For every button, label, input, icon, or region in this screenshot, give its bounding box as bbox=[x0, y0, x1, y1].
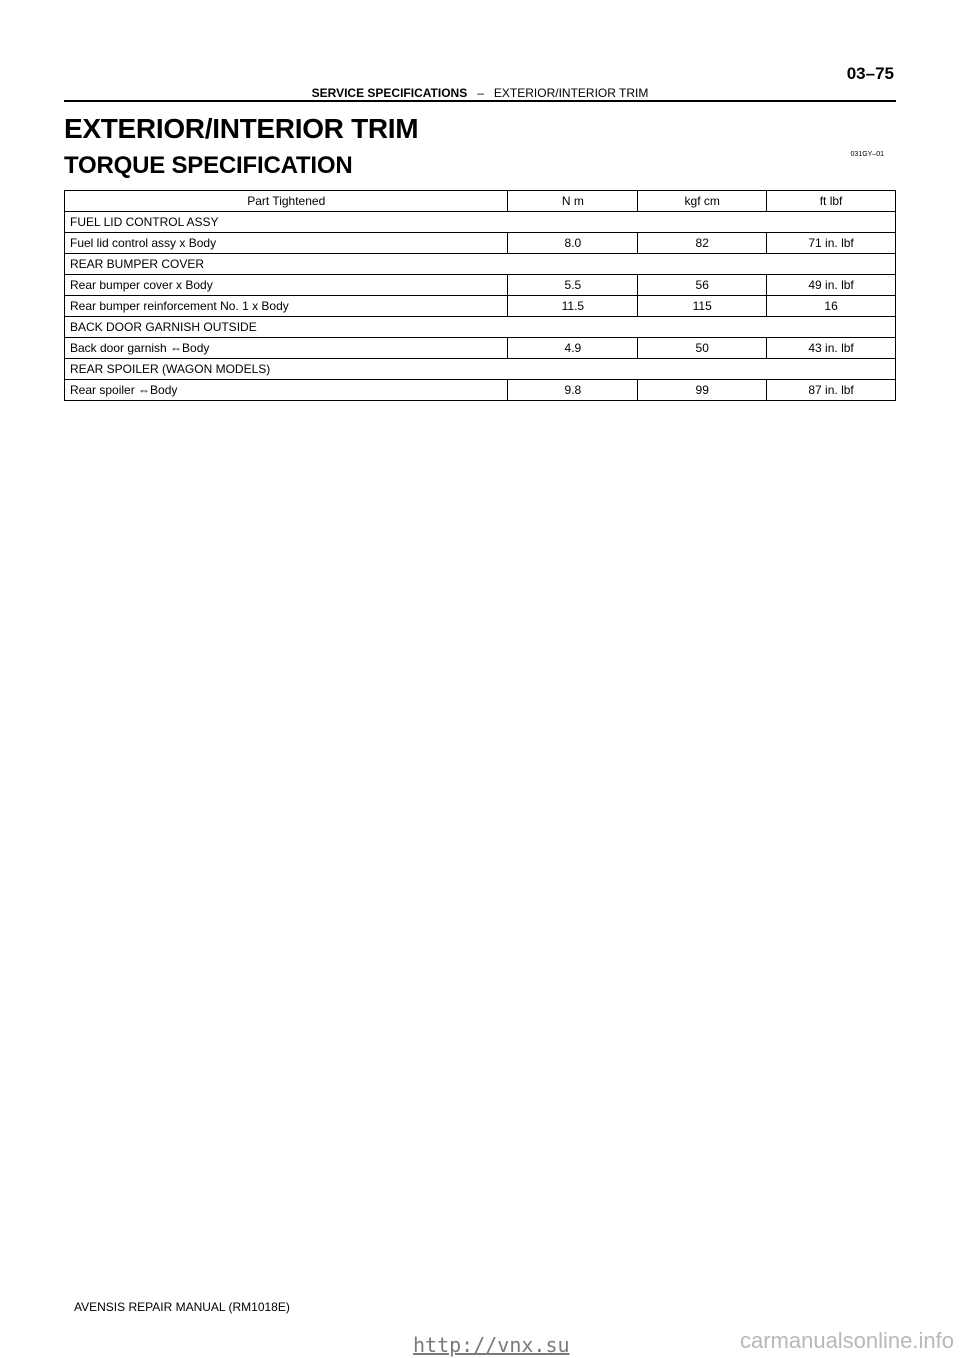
table-group-row bbox=[65, 254, 896, 275]
column-header-ftlbf: ft lbf bbox=[767, 191, 896, 212]
nm-cell: 9.8 bbox=[508, 380, 638, 401]
column-header-nm: N m bbox=[508, 191, 638, 212]
group-label: BACK DOOR GARNISH OUTSIDE bbox=[65, 317, 896, 338]
part-cell: Rear spoiler ⇔Body bbox=[65, 380, 508, 401]
watermark-link[interactable]: http://vnx.su bbox=[413, 1333, 570, 1357]
ftlbf-cell: 71 in. lbf bbox=[767, 233, 896, 254]
table-group-row bbox=[65, 317, 896, 338]
ftlbf-cell: 87 in. lbf bbox=[767, 380, 896, 401]
kgfcm-cell: 115 bbox=[638, 296, 767, 317]
page-title: EXTERIOR/INTERIOR TRIM bbox=[64, 113, 419, 144]
page-footer: AVENSIS REPAIR MANUAL (RM1018E) bbox=[74, 1300, 290, 1314]
header-subsection: EXTERIOR/INTERIOR TRIM bbox=[493, 86, 649, 100]
header-separator: – bbox=[477, 86, 484, 100]
header-section: SERVICE SPECIFICATIONS bbox=[311, 86, 468, 100]
section-title: TORQUE SPECIFICATION bbox=[64, 152, 353, 179]
nm-cell: 11.5 bbox=[508, 296, 638, 317]
part-cell: Rear bumper cover x Body bbox=[65, 275, 508, 296]
table-row bbox=[65, 296, 896, 317]
watermark-site: carmanualsonline.info bbox=[739, 1328, 954, 1353]
table-header-row bbox=[65, 191, 896, 212]
kgfcm-cell: 56 bbox=[638, 275, 767, 296]
page-number: 03–75 bbox=[846, 64, 894, 83]
kgfcm-cell: 82 bbox=[638, 233, 767, 254]
table-row bbox=[65, 338, 896, 359]
kgfcm-cell: 99 bbox=[638, 380, 767, 401]
ftlbf-cell: 49 in. lbf bbox=[767, 275, 896, 296]
table-row bbox=[65, 233, 896, 254]
table-row bbox=[65, 380, 896, 401]
part-cell: Back door garnish ⇔Body bbox=[65, 338, 508, 359]
nm-cell: 5.5 bbox=[508, 275, 638, 296]
part-cell: Fuel lid control assy x Body bbox=[65, 233, 508, 254]
header-rule bbox=[64, 100, 896, 102]
ftlbf-cell: 43 in. lbf bbox=[767, 338, 896, 359]
torque-spec-table bbox=[64, 190, 896, 401]
group-label: REAR SPOILER (WAGON MODELS) bbox=[65, 359, 896, 380]
part-cell: Rear bumper reinforcement No. 1 x Body bbox=[65, 296, 508, 317]
running-header bbox=[0, 86, 960, 100]
ftlbf-cell: 16 bbox=[767, 296, 896, 317]
table-row bbox=[65, 275, 896, 296]
kgfcm-cell: 50 bbox=[638, 338, 767, 359]
table-group-row bbox=[65, 212, 896, 233]
table-group-row bbox=[65, 359, 896, 380]
column-header-part: Part Tightened bbox=[65, 191, 508, 212]
nm-cell: 8.0 bbox=[508, 233, 638, 254]
group-label: REAR BUMPER COVER bbox=[65, 254, 896, 275]
group-label: FUEL LID CONTROL ASSY bbox=[65, 212, 896, 233]
nm-cell: 4.9 bbox=[508, 338, 638, 359]
column-header-kgfcm: kgf cm bbox=[638, 191, 767, 212]
document-code: 031GY–01 bbox=[850, 151, 884, 158]
